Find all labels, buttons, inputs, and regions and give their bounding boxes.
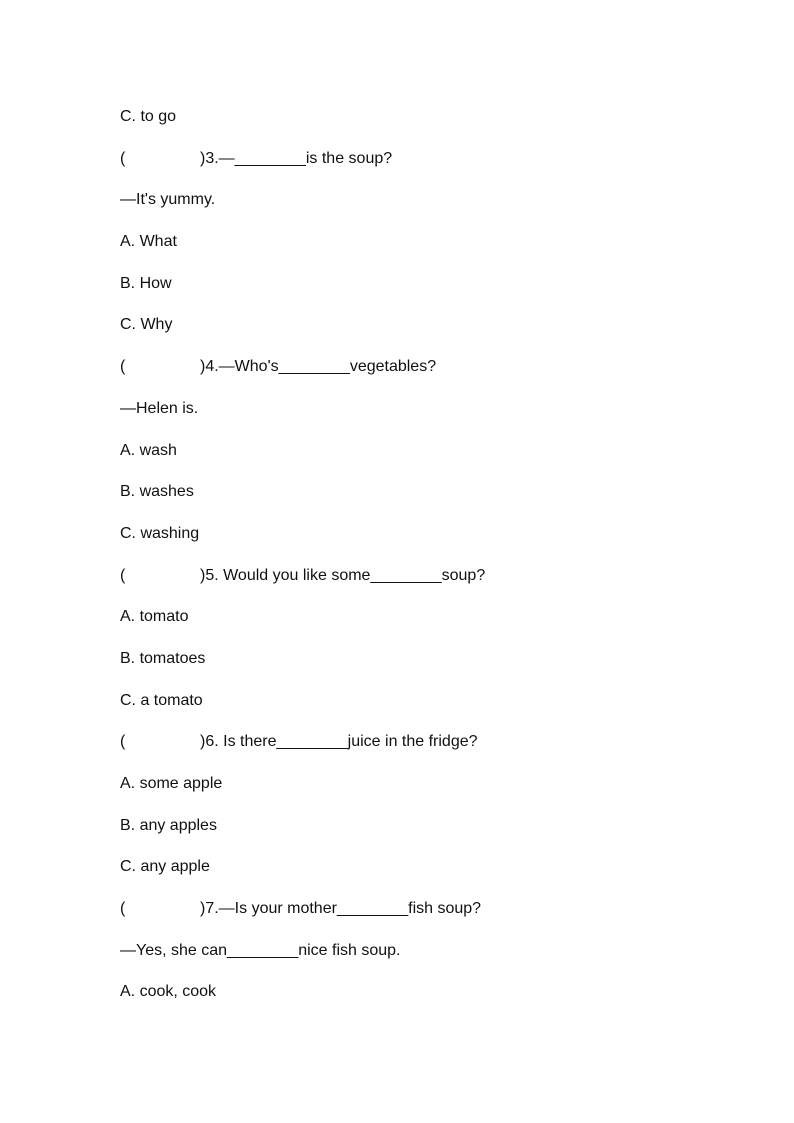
- option-line: C. Why: [120, 316, 173, 334]
- answer-paren: (: [120, 358, 126, 376]
- question-line: [120, 898, 740, 940]
- worksheet-page: [120, 106, 740, 1023]
- question-text: )5. Would you like some________soup?: [200, 566, 486, 584]
- dialog-answer-line: —It's yummy.: [120, 191, 216, 209]
- question-text: )3.—________is the soup?: [200, 149, 393, 167]
- option-line: C. washing: [120, 524, 200, 542]
- dialog-answer-line: —Yes, she can________nice fish soup.: [120, 941, 401, 959]
- answer-paren: (: [120, 566, 126, 584]
- question-line: [120, 356, 740, 398]
- question-text: )4.—Who's________vegetables?: [200, 358, 437, 376]
- option-line: C. to go: [120, 108, 177, 125]
- option-line: A. cook, cook: [120, 983, 217, 1001]
- option-line: A. wash: [120, 441, 177, 459]
- question-line: [120, 565, 740, 607]
- option-line: A. tomato: [120, 608, 189, 626]
- answer-paren: (: [120, 900, 126, 918]
- option-line: B. How: [120, 274, 172, 292]
- question-line: [120, 148, 740, 190]
- question-text: )6. Is there________juice in the fridge?: [200, 733, 478, 751]
- answer-paren: (: [120, 149, 126, 167]
- option-line: B. tomatoes: [120, 649, 206, 667]
- answer-paren: (: [120, 733, 126, 751]
- option-line: B. any apples: [120, 816, 217, 834]
- question-text: )7.—Is your mother________fish soup?: [200, 900, 482, 918]
- option-line: C. any apple: [120, 858, 210, 876]
- question-line: [120, 731, 740, 773]
- option-line: A. some apple: [120, 775, 223, 792]
- dialog-answer-line: —Helen is.: [120, 399, 199, 417]
- option-line: B. washes: [120, 483, 194, 501]
- option-line: A. What: [120, 233, 177, 251]
- option-line: C. a tomato: [120, 691, 203, 709]
